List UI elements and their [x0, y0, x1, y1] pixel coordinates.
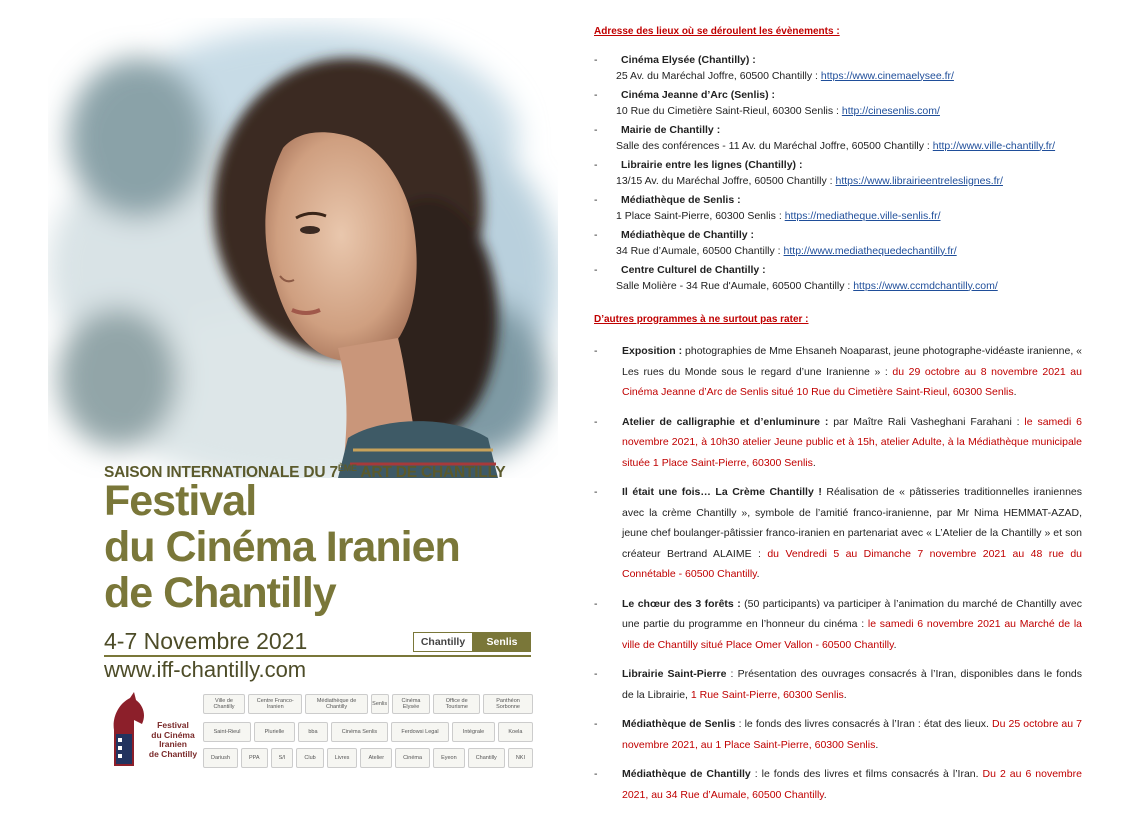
festival-logo-text: Festival du Cinéma Iranien de Chantilly — [148, 720, 198, 759]
partner-logo: Centre Franco-Iranien — [248, 694, 302, 714]
venue-link[interactable]: http://www.ville-chantilly.fr/ — [932, 139, 1056, 152]
venue-item: - Médiathèque de Senlis : 1 Place Saint-Pierre, 60300 Senlis : https://mediatheque.ville-senlis.fr/ — [594, 193, 941, 222]
partner-logo: Cinéma Elysée — [392, 694, 431, 714]
programs-list — [594, 341, 1082, 805]
venues-list — [594, 52, 1082, 294]
partner-logos-row-2 — [203, 720, 533, 744]
partner-logo: Atelier — [360, 748, 392, 768]
partner-logo: bba — [298, 722, 328, 742]
partner-logo: Saint-Rieul — [203, 722, 251, 742]
program-item: - Librairie Saint-Pierre : Présentation des ouvrages consacrés à l’Iran, disponibles dans le fonds de la Librairie, 1 Rue Saint-Pierre, 60300 Senlis. — [594, 668, 1082, 701]
partner-logo: PPA — [241, 748, 268, 768]
partner-logo: Dariush — [203, 748, 238, 768]
partner-logo: Koela — [498, 722, 533, 742]
venue-link[interactable]: http://www.mediathequedechantilly.fr/ — [783, 244, 957, 257]
venue-item: - Médiathèque de Chantilly : 34 Rue d’Aumale, 60500 Chantilly : http://www.mediathequedechantilly.fr/ — [594, 228, 957, 257]
season-tagline: SAISON INTERNATIONALE DU 7ÈME ART DE CHANTILLY — [104, 463, 506, 482]
partner-logo: Livres — [327, 748, 358, 768]
venue-item: - Mairie de Chantilly : Salle des conférences - 11 Av. du Maréchal Joffre, 60500 Chantilly : http://www.ville-chantilly.fr/ — [594, 123, 1056, 152]
program-item: - Il était une fois… La Crème Chantilly ! Réalisation de « pâtisseries traditionnelles iraniennes avec la crème Chantilly », symbole de l’amitié franco-iranienne, par Mr Nima HEMMAT-AZAD, jeune chef boulanger-pâtissier franco-iranien en partenariat avec « L’Atelier de la Chantilly » et son créateur Bertrand ALAIME : du Vendredi 5 au Dimanche 7 novembre 2021 au 48 rue du Connétable - 60500 Chantilly. — [594, 486, 1083, 580]
festival-title-line-3: de Chantilly — [104, 569, 336, 617]
festival-poster — [48, 18, 558, 778]
venue-item: - Cinéma Elysée (Chantilly) : 25 Av. du Maréchal Joffre, 60500 Chantilly : https://www.cinemaelysee.fr/ — [594, 53, 954, 82]
festival-title-line-1: Festival — [104, 477, 257, 525]
portrait-illustration — [48, 18, 558, 478]
program-item: - Médiathèque de Senlis : le fonds des livres consacrés à l’Iran : état des lieux. Du 25 octobre au 7 novembre 2021, au 1 Place Saint-Pierre, 60300 Senlis. — [594, 718, 1082, 751]
partner-logo: Médiathèque de Chantilly — [305, 694, 367, 714]
partner-logo: Intégrale — [452, 722, 495, 742]
program-item: - Le chœur des 3 forêts : (50 participants) va participer à l’animation du marché de Chantilly avec une partie du programme en l’honneur du cinéma : le samedi 6 novembre 2021 au Marché de la ville de Chantilly situé Place Omer Vallon - 60500 Chantilly. — [594, 597, 1082, 651]
partner-logo: Ville de Chantilly — [203, 694, 245, 714]
partner-logos-row-3 — [203, 746, 533, 770]
venue-link[interactable]: https://www.ccmdchantilly.com/ — [853, 279, 998, 292]
event-info-column — [594, 22, 1082, 814]
partner-logo: Office de Tourisme — [433, 694, 480, 714]
programs-heading: D’autres programmes à ne surtout pas rater : — [594, 313, 809, 325]
venue-link[interactable]: https://mediatheque.ville-senlis.fr/ — [784, 209, 941, 222]
partner-logo: S/I — [271, 748, 294, 768]
partner-logo: Eyeon — [433, 748, 465, 768]
partner-logo: Cinéma — [395, 748, 430, 768]
festival-title-line-2: du Cinéma Iranien — [104, 523, 460, 571]
partner-logo: Plurielle — [254, 722, 295, 742]
partner-logo: Ferdowsi Legal — [391, 722, 449, 742]
festival-website: www.iff-chantilly.com — [104, 657, 307, 682]
partner-logo: Club — [296, 748, 323, 768]
venue-item: - Cinéma Jeanne d’Arc (Senlis) : 10 Rue du Cimetière Saint-Rieul, 60300 Senlis : http://cinesenlis.com/ — [594, 88, 940, 117]
partner-logos-row-1 — [203, 692, 533, 716]
program-item: - Exposition : photographies de Mme Ehsaneh Noaparast, jeune photographe-vidéaste iranienne, « Les rues du Monde sous le regard d’une Iranienne » : du 29 octobre au 8 novembre 2021 au Cinéma Jeanne d’Arc de Senlis situé 10 Rue du Cimetière Saint-Rieul, 60300 Senlis. — [594, 345, 1082, 398]
venue-link[interactable]: https://www.cinemaelysee.fr/ — [820, 69, 954, 82]
partner-logo: Panthéon Sorbonne — [483, 694, 533, 714]
program-item: - Atelier de calligraphie et d’enluminure : par Maître Rali Vasheghani Farahani : le samedi 6 novembre 2021, à 10h30 atelier Jeune public et à 15h, atelier Adulte, à la Médiathèque municipale située 1 Place Saint-Pierre, 60300 Senlis. — [594, 415, 1082, 469]
festival-dates: 4-7 Novembre 2021 — [104, 628, 308, 654]
program-item: - Médiathèque de Chantilly : le fonds des livres et films consacrés à l’Iran. Du 2 au 6 novembre 2021, au 34 Rue d’Aumale, 60500 Chantilly. — [594, 768, 1082, 801]
partner-logo: NKI — [508, 748, 533, 768]
venue-link[interactable]: https://www.librairieentreleslignes.fr/ — [835, 174, 1003, 187]
location-badge-chantilly: Chantilly — [413, 632, 473, 652]
venue-item: - Centre Culturel de Chantilly : Salle Molière - 34 Rue d'Aumale, 60500 Chantilly : https://www.ccmdchantilly.com/ — [594, 263, 998, 292]
partner-logo: Cinéma Senlis — [331, 722, 388, 742]
partner-logo: Chantilly — [468, 748, 505, 768]
partner-logo: Senlis — [371, 694, 389, 714]
venue-item: - Librairie entre les lignes (Chantilly) : 13/15 Av. du Maréchal Joffre, 60500 Chantilly : https://www.librairieentreleslignes.fr/ — [594, 158, 1003, 187]
location-badge-senlis: Senlis — [473, 632, 531, 652]
venue-link[interactable]: http://cinesenlis.com/ — [841, 104, 940, 117]
venues-heading: Adresse des lieux où se déroulent les évènements : — [594, 26, 840, 37]
